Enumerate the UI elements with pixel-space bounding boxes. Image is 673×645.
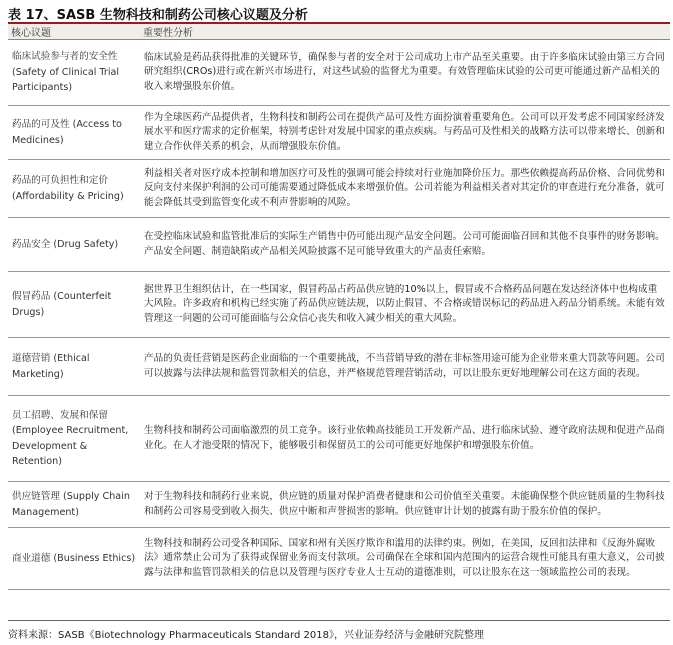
issues-table xyxy=(8,24,670,590)
topic-cell: 药品的可负担性和定价 (Affordability & Pricing) xyxy=(8,160,140,218)
header-topic: 核心议题 xyxy=(8,24,140,40)
topic-cell: 商业道德 (Business Ethics) xyxy=(8,528,140,590)
topic-cell: 临床试验参与者的安全性 (Safety of Clinical Trial Participants) xyxy=(8,40,140,106)
analysis-cell: 据世界卫生组织估计，在一些国家，假冒药品占药品供应链的10%以上，假冒或不合格药品问题在发达经济体中也构成重大风险。许多政府和机构已经实施了药品供应链法规，以防止假冒、不合格或错误标记的药品进入药品分销系统。未能有效管理这一问题的公司可能面临与公众信心丧失和收入减少相关的重大风险。 xyxy=(140,272,670,338)
topic-cell: 道德营销 (Ethical Marketing) xyxy=(8,338,140,396)
table-bottom-rule xyxy=(8,620,670,621)
table-row xyxy=(8,106,670,160)
table-row xyxy=(8,338,670,396)
analysis-cell: 生物科技和制药公司面临激烈的员工竞争。该行业依赖高技能员工开发新产品、进行临床试验、遵守政府法规和促进产品商业化。在人才池受限的情况下，能够吸引和保留员工的公司可能更好地保护和增强股东价值。 xyxy=(140,396,670,482)
analysis-cell: 产品的负责任营销是医药企业面临的一个重要挑战，不当营销导致的潜在非标签用途可能为企业带来重大罚款等问题。公司可以披露与法律法规和监管罚款相关的信息，并严格规范管理营销活动，可以让股东更好地理解公司在这方面的表现。 xyxy=(140,338,670,396)
analysis-cell: 利益相关者对医疗成本控制和增加医疗可及性的强调可能会持续对行业施加降价压力。那些依赖提高药品价格、合同优势和反向支付来保护利润的公司可能需要通过降低成本来增强价值。公司若能为利益相关者对其定价的审查进行充分准备，就可能会降低其受到监管变化或不利声誉影响的风险。 xyxy=(140,160,670,218)
table-row xyxy=(8,528,670,590)
topic-cell: 供应链管理 (Supply Chain Management) xyxy=(8,482,140,528)
topic-cell: 药品安全 (Drug Safety) xyxy=(8,218,140,272)
analysis-cell: 对于生物科技和制药行业来说，供应链的质量对保护消费者健康和公司价值至关重要。未能确保整个供应链质量的生物科技和制药公司容易受到收入损失、供应中断和声誉损害的影响。供应链审计计划的披露有助于股东价值的保护。 xyxy=(140,482,670,528)
header-analysis: 重要性分析 xyxy=(140,24,670,40)
analysis-cell: 生物科技和制药公司受各种国际、国家和州有关医疗欺诈和滥用的法律约束。例如，在美国，反回扣法律和《反海外腐败法》通常禁止公司为了获得或保留业务而支付款项。公司确保在全球和国内范围内的运营合规性可能具有重大意义，公司披露与法律和监管罚款相关的信息以及管理与医疗专业人士互动的道德准则，可以让股东在这一领域监控公司的表现。 xyxy=(140,528,670,590)
analysis-cell: 在受控临床试验和监管批准后的实际生产销售中仍可能出现产品安全问题。公司可能面临召回和其他不良事件的财务影响。产品安全问题、制造缺陷或产品相关风险披露不足可能导致重大的产品责任索赔。 xyxy=(140,218,670,272)
table-title: 表 17、SASB 生物科技和制药公司核心议题及分析 xyxy=(8,8,308,23)
table-row xyxy=(8,272,670,338)
table-row xyxy=(8,40,670,106)
analysis-cell: 作为全球医药产品提供者，生物科技和制药公司在提供产品可及性方面扮演着重要角色。公司可以开发考虑不同国家经济发展水平和医疗需求的定价框架，特别考虑针对发展中国家的重点疾病。与药品可及性相关的战略方法可以带来增长、创新和建立合作伙伴关系的机会，从而增强股东价值。 xyxy=(140,106,670,160)
table-row xyxy=(8,160,670,218)
topic-cell: 药品的可及性 (Access to Medicines) xyxy=(8,106,140,160)
source-note: 资料来源：SASB《Biotechnology Pharmaceuticals Standard 2018》，兴业证券经济与金融研究院整理 xyxy=(8,630,484,641)
analysis-cell: 临床试验是药品获得批准的关键环节，确保参与者的安全对于公司成功上市产品至关重要。由于许多临床试验由第三方合同研究组织(CROs)进行或在新兴市场进行，对这些试验的监督尤为重要。有效管理临床试验的公司更可能通过新产品相关的收入来增强股东价值。 xyxy=(140,40,670,106)
table-row xyxy=(8,482,670,528)
topic-cell: 员工招聘、发展和保留 (Employee Recruitment, Development & Retention) xyxy=(8,396,140,482)
table-row xyxy=(8,396,670,482)
topic-cell: 假冒药品 (Counterfeit Drugs) xyxy=(8,272,140,338)
table-row xyxy=(8,218,670,272)
table-header-row xyxy=(8,24,670,40)
